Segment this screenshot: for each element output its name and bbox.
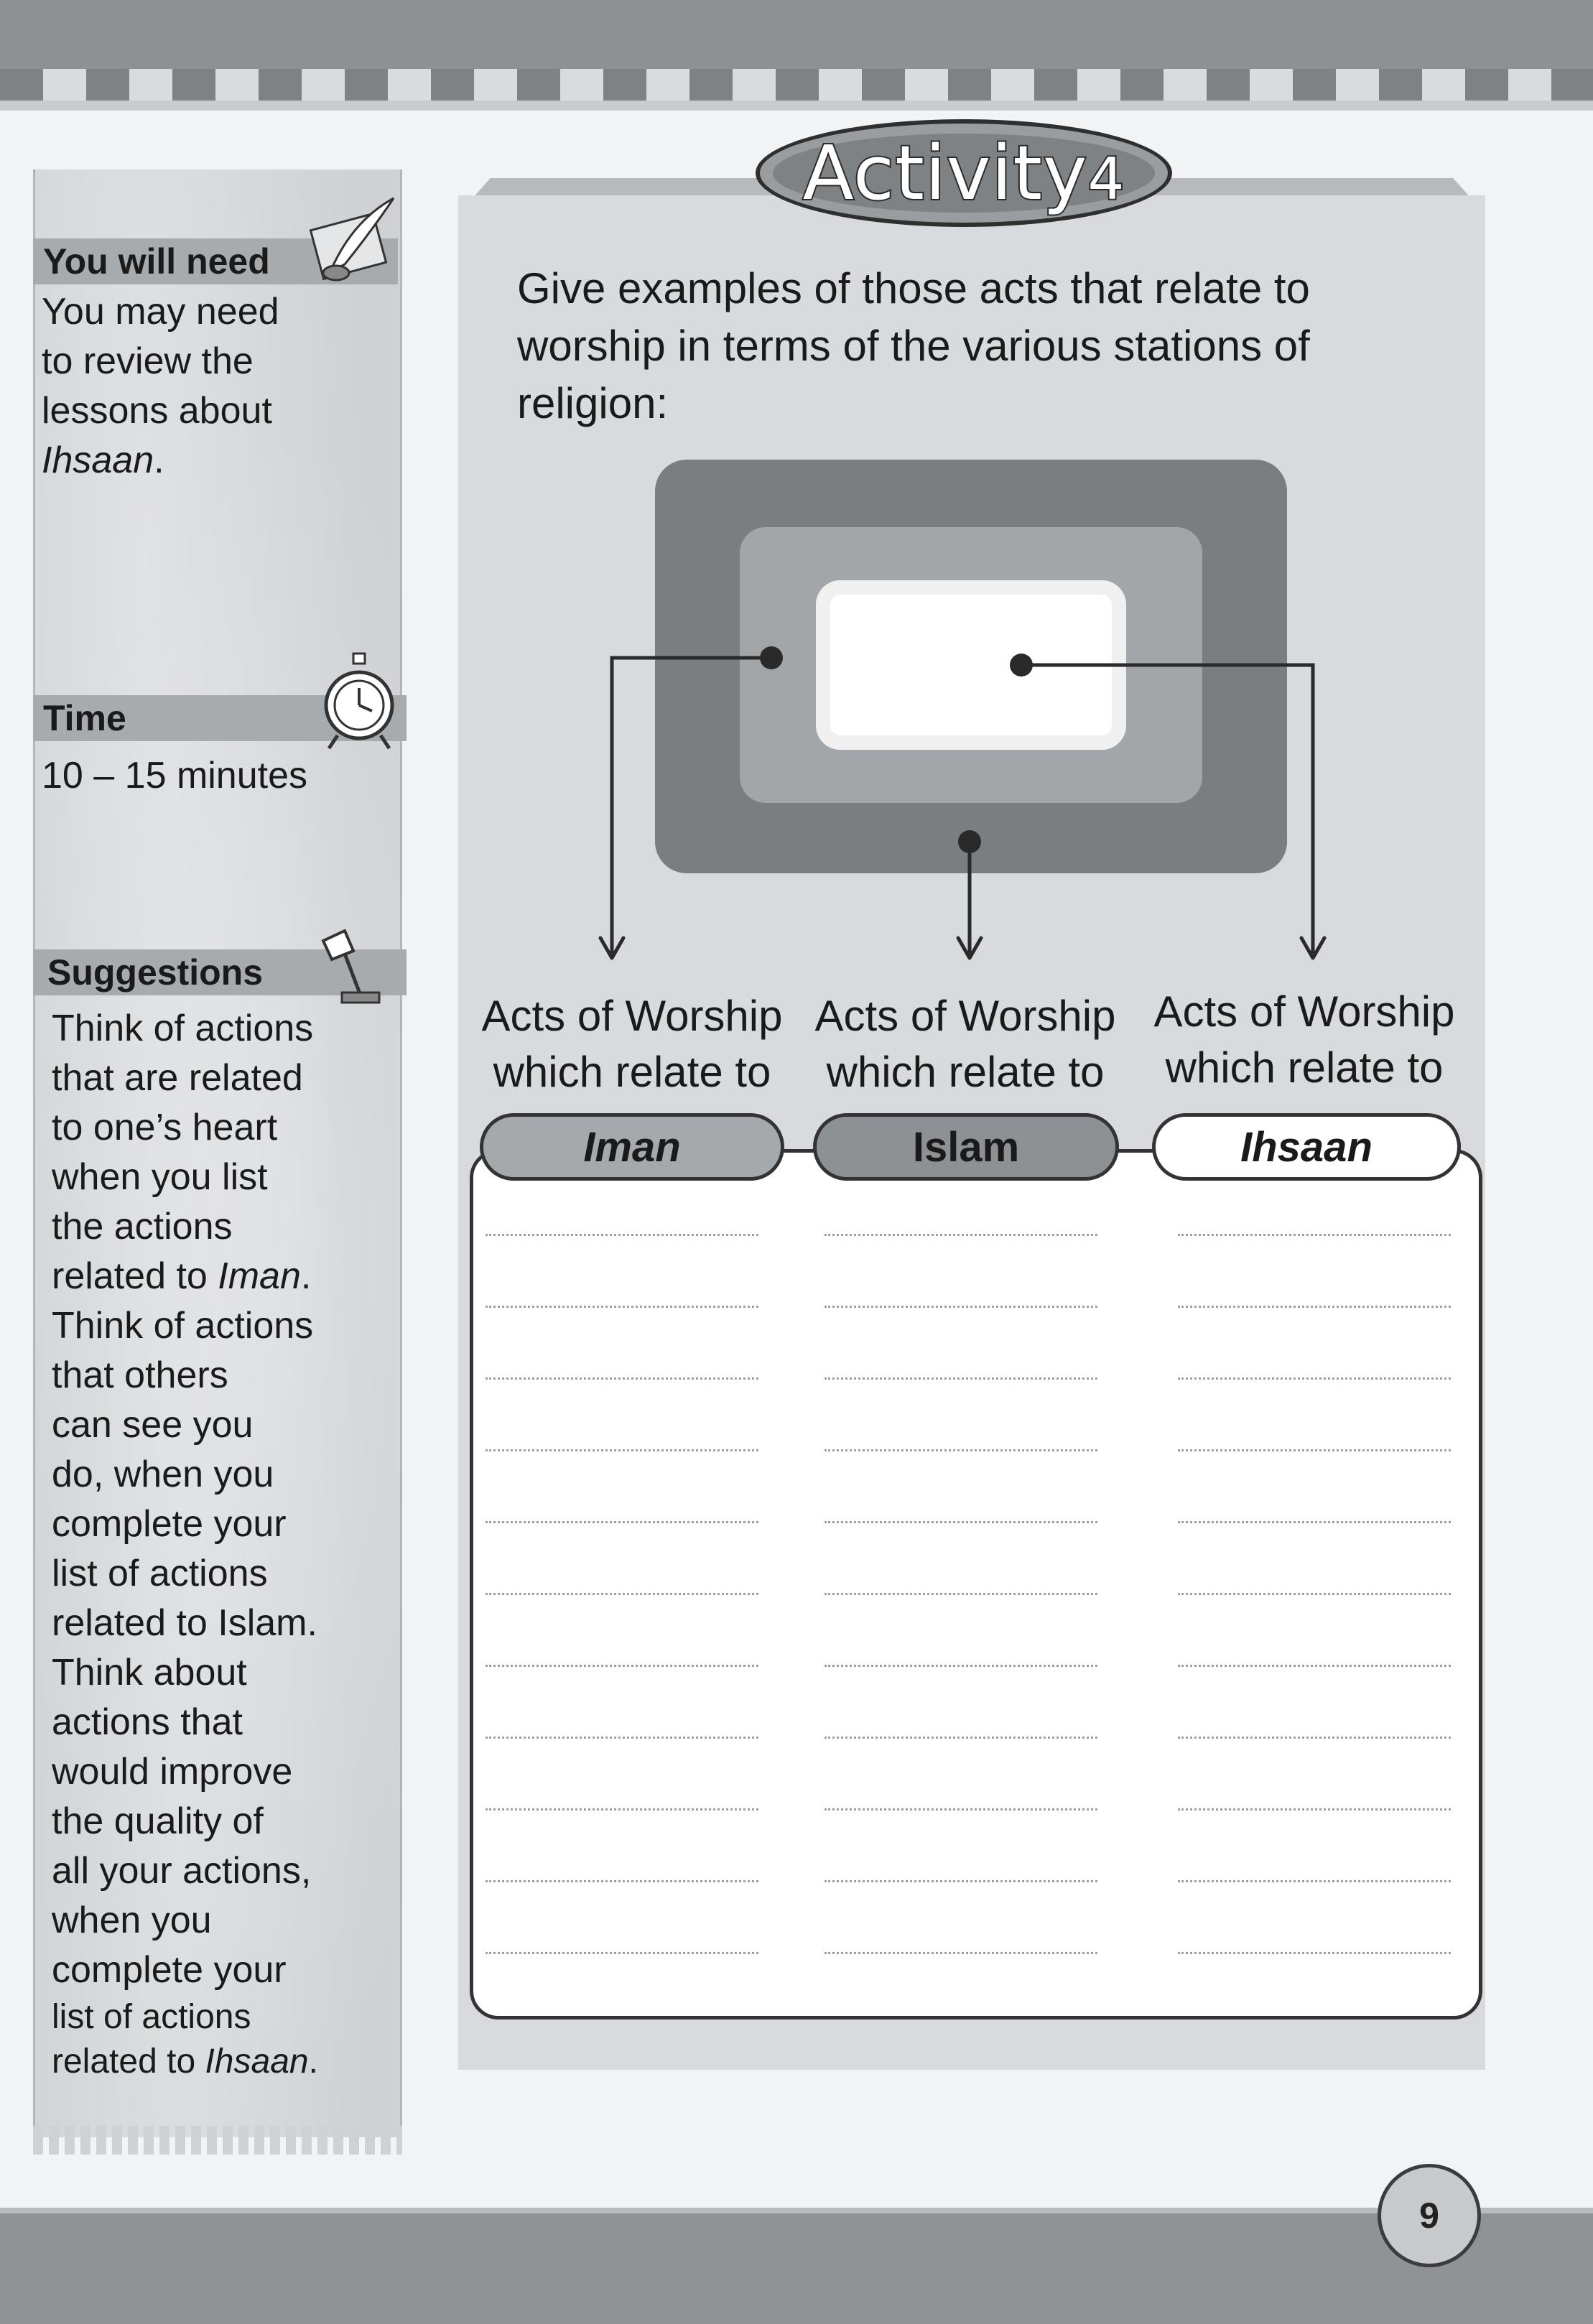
station-pill-ihsaan: Ihsaan xyxy=(1152,1113,1461,1181)
activity-title: Activity4 xyxy=(802,129,1125,217)
text-line: related to Ihsaan. xyxy=(52,2042,318,2081)
text-line: actions that xyxy=(52,1701,243,1743)
text-line: the quality of xyxy=(52,1800,264,1842)
answer-line[interactable] xyxy=(486,1593,758,1595)
suggestions-heading: Suggestions xyxy=(33,949,407,995)
text-line: that others xyxy=(52,1354,228,1396)
column-label-ihsaan: Acts of Worship which relate to xyxy=(1153,987,1455,1092)
answer-line[interactable] xyxy=(1178,1449,1451,1451)
dot-iman xyxy=(760,646,783,669)
answer-line[interactable] xyxy=(1178,1593,1451,1595)
time-value: 10 – 15 minutes xyxy=(42,755,308,796)
text-line: would improve xyxy=(52,1751,293,1793)
text-line: list of actions xyxy=(52,1553,268,1594)
bottom-band xyxy=(0,2213,1593,2324)
answer-line[interactable] xyxy=(825,1234,1097,1236)
text-line: to review the xyxy=(42,340,254,382)
answer-line[interactable] xyxy=(825,1306,1097,1308)
suffix: . xyxy=(154,440,164,481)
page-number: 9 xyxy=(1378,2164,1481,2267)
you-will-need-heading: You will need xyxy=(33,238,398,284)
answer-line[interactable] xyxy=(486,1234,758,1236)
answer-line[interactable] xyxy=(1178,1521,1451,1523)
answer-line[interactable] xyxy=(825,1808,1097,1811)
answer-line[interactable] xyxy=(1178,1808,1451,1811)
dot-islam xyxy=(958,830,981,853)
connector-arrows xyxy=(0,0,1593,1005)
answer-line[interactable] xyxy=(1178,1880,1451,1882)
answer-line[interactable] xyxy=(825,1952,1097,1954)
text-line: Think about xyxy=(52,1652,247,1693)
answer-line[interactable] xyxy=(825,1449,1097,1451)
suggestions-text xyxy=(52,1004,318,2084)
answer-line[interactable] xyxy=(486,1449,758,1451)
answer-line[interactable] xyxy=(1178,1234,1451,1236)
answer-line[interactable] xyxy=(486,1737,758,1739)
answer-line[interactable] xyxy=(486,1952,758,1954)
answer-line[interactable] xyxy=(486,1880,758,1882)
text-line: complete your xyxy=(52,1949,287,1991)
answer-line[interactable] xyxy=(825,1880,1097,1882)
answer-line[interactable] xyxy=(1178,1665,1451,1667)
answer-line[interactable] xyxy=(486,1665,758,1667)
answer-line[interactable] xyxy=(1178,1377,1451,1380)
answer-line[interactable] xyxy=(1178,1737,1451,1739)
bottom-line xyxy=(0,2208,1593,2213)
answer-line[interactable] xyxy=(825,1521,1097,1523)
text-line: all your actions, xyxy=(52,1850,312,1892)
text-line: that are related xyxy=(52,1057,303,1099)
dot-ihsaan xyxy=(1010,654,1033,677)
arrow-ihsaan xyxy=(1021,665,1313,954)
answer-line[interactable] xyxy=(486,1808,758,1811)
text-line: can see you xyxy=(52,1404,254,1446)
text-line: Think of actions xyxy=(52,1305,314,1347)
answer-line[interactable] xyxy=(825,1593,1097,1595)
answer-area[interactable] xyxy=(470,1149,1482,2019)
answer-line[interactable] xyxy=(825,1377,1097,1380)
column-label-iman: Acts of Worship which relate to xyxy=(481,992,783,1096)
arrow-iman xyxy=(612,658,771,954)
answer-line[interactable] xyxy=(1178,1306,1451,1308)
answer-line[interactable] xyxy=(486,1306,758,1308)
text-line: related to Islam. xyxy=(52,1602,317,1644)
text-line: the actions xyxy=(52,1206,233,1247)
text-line: when you list xyxy=(52,1156,268,1198)
answer-line[interactable] xyxy=(486,1521,758,1523)
answer-line[interactable] xyxy=(1178,1952,1451,1954)
text-line: do, when you xyxy=(52,1454,274,1495)
text-line: Think of actions xyxy=(52,1008,314,1049)
station-pill-islam: Islam xyxy=(813,1113,1119,1181)
time-heading: Time xyxy=(33,695,407,741)
answer-line[interactable] xyxy=(825,1665,1097,1667)
column-label-islam: Acts of Worship which relate to xyxy=(814,992,1116,1096)
station-pill-iman: Iman xyxy=(480,1113,784,1181)
text-line: complete your xyxy=(52,1503,287,1545)
instruction-text: Give examples of those acts that relate to worship in terms of the various stations of religion: xyxy=(517,264,1310,427)
answer-line[interactable] xyxy=(486,1377,758,1380)
text-line: list of actions xyxy=(52,1998,251,2036)
text-line: You may need xyxy=(42,291,279,333)
sidebar-fringe xyxy=(33,2126,402,2155)
answer-line[interactable] xyxy=(825,1737,1097,1739)
emphasis: Ihsaan xyxy=(42,440,154,481)
text-line: lessons about xyxy=(42,390,272,432)
text-line: when you xyxy=(52,1900,212,1941)
text-line: related to Iman. xyxy=(52,1255,312,1297)
text-line: to one’s heart xyxy=(52,1107,278,1148)
